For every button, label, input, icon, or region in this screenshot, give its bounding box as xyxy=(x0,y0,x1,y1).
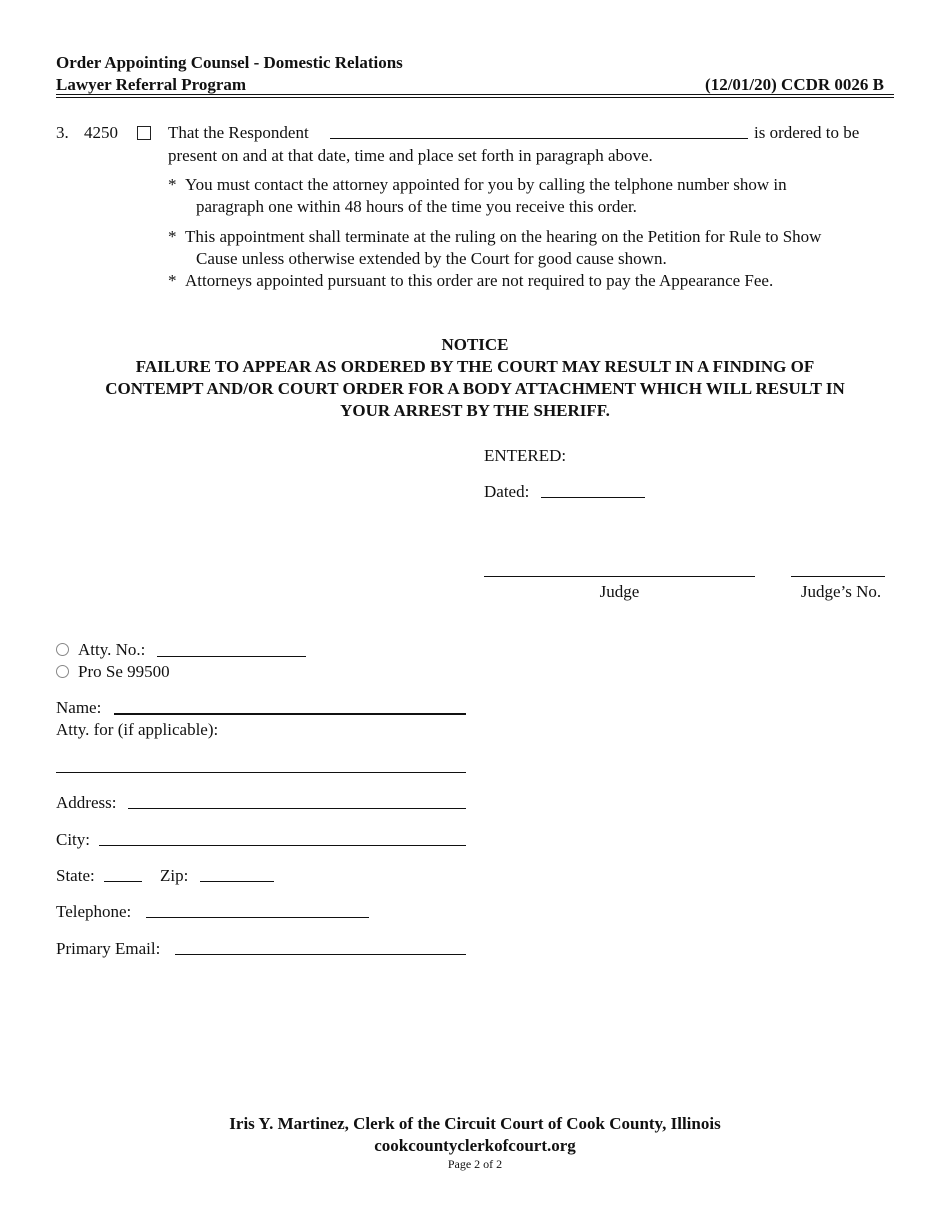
form-title: Order Appointing Counsel - Domestic Relations xyxy=(56,53,403,72)
notice-heading: NOTICE xyxy=(441,335,509,354)
clerk-name: Iris Y. Martinez, Clerk of the Circuit Court of Cook County, Illinois xyxy=(229,1114,721,1133)
dated-field-line[interactable] xyxy=(541,497,645,498)
item-number: 3. xyxy=(56,123,69,142)
bullet-3-line1: Attorneys appointed pursuant to this order are not required to pay the Appearance Fee. xyxy=(185,271,774,290)
atty-for-label: Atty. for (if applicable): xyxy=(56,720,219,739)
address-field-line[interactable] xyxy=(128,808,466,809)
bullet-2-line2: Cause unless otherwise extended by the Court for good cause shown. xyxy=(196,249,667,268)
address-label: Address: xyxy=(56,793,117,812)
zip-field-line[interactable] xyxy=(200,881,274,882)
item-text-start: That the Respondent xyxy=(168,123,309,142)
respondent-name-line[interactable] xyxy=(330,138,748,139)
notice-line-1: FAILURE TO APPEAR AS ORDERED BY THE COURT MAY RESULT IN A FINDING OF xyxy=(135,357,815,376)
header-rule-top xyxy=(56,94,894,95)
city-field-line[interactable] xyxy=(99,845,466,846)
header-rule-bottom xyxy=(56,97,894,98)
state-field-line[interactable] xyxy=(104,881,142,882)
item-checkbox[interactable] xyxy=(137,126,151,140)
judge-signature-line[interactable] xyxy=(484,576,755,577)
telephone-field-line[interactable] xyxy=(146,917,369,918)
notice-line-3: YOUR ARREST BY THE SHERIFF. xyxy=(340,401,610,420)
bullet-1-line2: paragraph one within 48 hours of the time you receive this order. xyxy=(196,197,637,216)
judge-number-line[interactable] xyxy=(791,576,885,577)
bullet-star: * xyxy=(168,271,177,290)
entered-label: ENTERED: xyxy=(484,446,567,465)
item-text-end: is ordered to be xyxy=(754,123,860,142)
program-name: Lawyer Referral Program xyxy=(56,75,247,94)
page-number: Page 2 of 2 xyxy=(447,1157,503,1171)
item-text-line2: present on and at that date, time and place set forth in paragraph above. xyxy=(168,146,653,165)
atty-no-radio[interactable] xyxy=(56,643,69,656)
state-label: State: xyxy=(56,866,95,885)
dated-label: Dated: xyxy=(484,482,530,501)
telephone-label: Telephone: xyxy=(56,902,132,921)
judge-number-label: Judge’s No. xyxy=(800,582,882,601)
bullet-2-line1: This appointment shall terminate at the ruling on the hearing on the Petition for Rule to Show xyxy=(185,227,822,246)
atty-no-label: Atty. No.: xyxy=(78,640,146,659)
pro-se-radio[interactable] xyxy=(56,665,69,678)
zip-label: Zip: xyxy=(160,866,189,885)
atty-no-field-line[interactable] xyxy=(157,656,306,657)
bullet-1-line1: You must contact the attorney appointed for you by calling the telphone number show in xyxy=(185,175,787,194)
city-label: City: xyxy=(56,830,91,849)
form-code: (12/01/20) CCDR 0026 B xyxy=(705,75,884,94)
clerk-website: cookcountyclerkofcourt.org xyxy=(374,1136,576,1155)
name-field-line[interactable] xyxy=(114,713,466,715)
name-label: Name: xyxy=(56,698,102,717)
atty-for-field-line[interactable] xyxy=(56,772,466,773)
pro-se-label: Pro Se 99500 xyxy=(78,662,170,681)
notice-line-2: CONTEMPT AND/OR COURT ORDER FOR A BODY ATTACHMENT WHICH WILL RESULT IN xyxy=(105,379,845,398)
bullet-star: * xyxy=(168,227,177,246)
item-code: 4250 xyxy=(84,123,118,142)
judge-label: Judge xyxy=(599,582,640,601)
email-label: Primary Email: xyxy=(56,939,161,958)
bullet-star: * xyxy=(168,175,177,194)
email-field-line[interactable] xyxy=(175,954,466,955)
